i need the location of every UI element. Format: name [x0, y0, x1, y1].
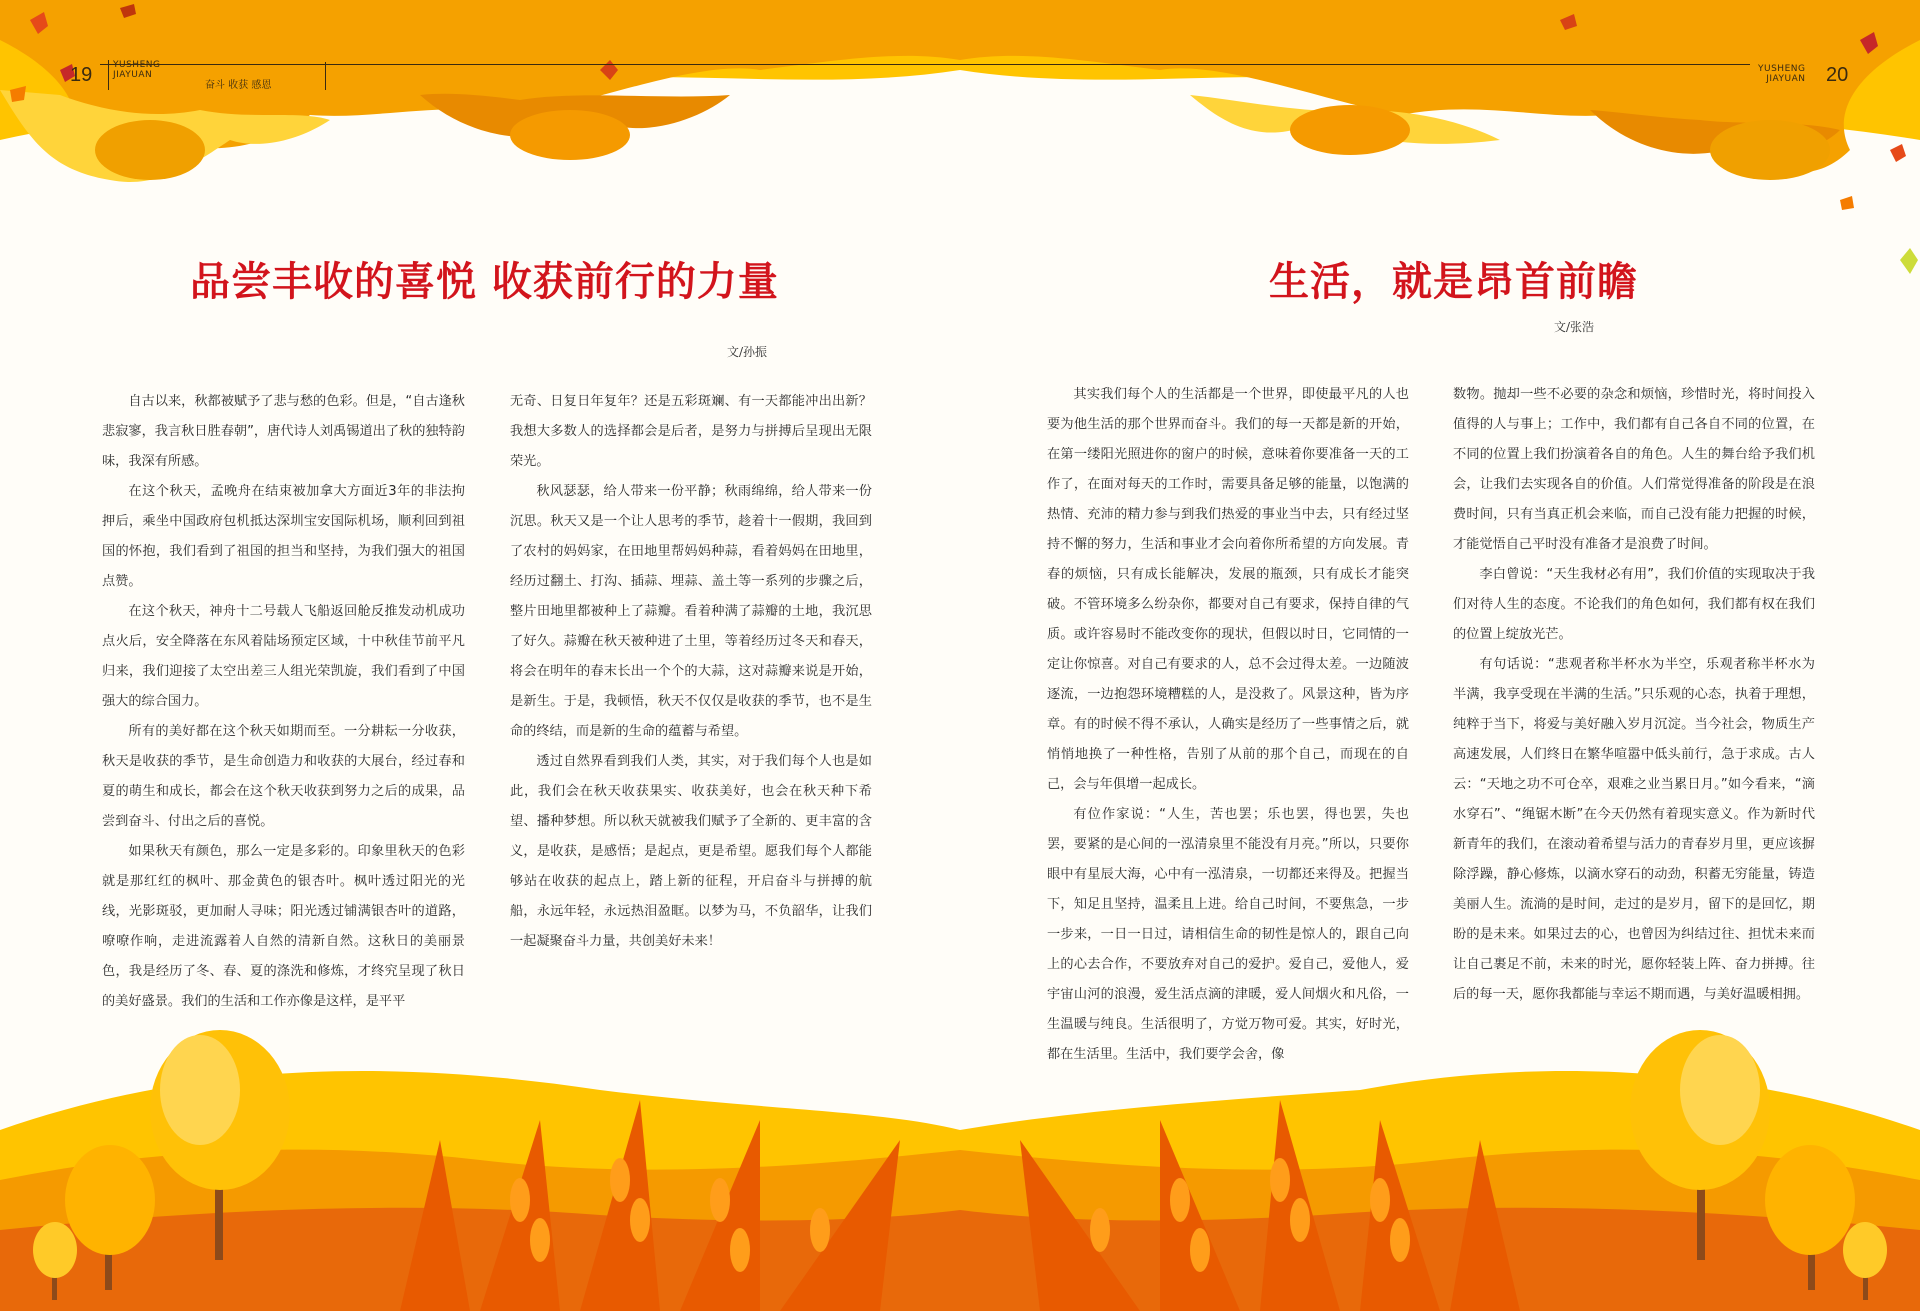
logo-line2: JIAYUAN: [1766, 74, 1806, 84]
canopy-cloud: [1710, 120, 1830, 180]
canopy-cloud: [510, 110, 630, 160]
paragraph: 无奇、日复日年复年？还是五彩斑斓、有一天都能冲出出新？我想大多数人的选择都会是后者，是努力与拼搏后呈现出无限荣光。: [510, 394, 872, 469]
logo-line1: YUSHENG: [1758, 64, 1806, 74]
paragraph: 如果秋天有颜色，那么一定是多彩的。印象里秋天的色彩就是那红红的枫叶、那金黄色的银杏叶。枫叶透过阳光的光线，光影斑驳，更加耐人寻味；阳光透过铺满银杏叶的道路，嘹嘹作响，走进流露着人自然的清新自然。这秋日的美丽景色，我是经历了冬、春、夏的涤洗和修炼，才终究呈现了秋日的美好盛景。我们的生活和工作亦像是这样，是平平: [102, 844, 465, 1009]
left-article-column-2: [510, 387, 872, 957]
canopy-cloud: [95, 120, 205, 180]
paragraph: 李白曾说：“天生我材必有用”，我们价值的实现取决于我们对待人生的态度。不论我们的角色如何，我们都有权在我们的位置上绽放光芒。: [1453, 567, 1815, 642]
paragraph: 秋风瑟瑟，给人带来一份平静；秋雨绵绵，给人带来一份沉思。秋天又是一个让人思考的季节，趁着十一假期，我回到了农村的妈妈家，在田地里帮妈妈种蒜，看着妈妈在田地里，经历过翻土、打沟、插蒜、埋蒜、盖土等一系列的步骤之后，整片田地里都被种上了蒜瓣。看着种满了蒜瓣的土地，我沉思了好久。蒜瓣在秋天被种进了土里，等着经历过冬天和春天，将会在明年的春末长出一个个的大蒜，这对蒜瓣来说是开始，是新生。于是，我顿悟，秋天不仅仅是收获的季节，也不是生命的终结，而是新的生命的蕴蓄与希望。: [510, 484, 872, 739]
right-article-column-1: [1047, 380, 1409, 1070]
paragraph: 在这个秋天，神舟十二号载人飞船返回舱反推发动机成功点火后，安全降落在东风着陆场预定区域，十中秋佳节前平凡归来，我们迎接了太空出差三人组光荣凯旋，我们看到了中国强大的综合国力。: [102, 604, 465, 709]
paragraph: 自古以来，秋都被赋予了悲与愁的色彩。但是，“自古逢秋悲寂寥，我言秋日胜春朝”，唐代诗人刘禹锡道出了秋的独特韵味，我深有所感。: [102, 394, 465, 469]
left-article-column-1: [102, 387, 465, 1017]
canopy-cloud: [1290, 105, 1410, 155]
right-article-column-2: [1453, 380, 1815, 1010]
left-article-byline: 文/孙振: [727, 345, 768, 359]
paragraph: 其实我们每个人的生活都是一个世界，即使最平凡的人也要为他生活的那个世界而奋斗。我们的每一天都是新的开始，在第一缕阳光照进你的窗户的时候，意味着你要准备一天的工作了，在面对每天的工作时，需要具备足够的能量，以饱满的热情、充沛的精力参与到我们热爱的事业当中去，只有经过坚持不懈的努力，生活和事业才会向着你所希望的方向发展。青春的烦恼，只有成长能解决，发展的瓶颈，只有成长才能突破。不管环境多么纷杂你，都要对自己有要求，保持自律的气质。或许容易时不能改变你的现状，但假以时日，它同情的一定让你惊喜。对自己有要求的人，总不会过得太差。一边随波逐流，一边抱怨环境糟糕的人，是没救了。风景这种，皆为序章。有的时候不得不承认，人确实是经历了一些事情之后，就悄悄地换了一种性格，告别了从前的那个自己，而现在的自己，会与年俱增一起成长。: [1047, 387, 1409, 792]
right-page: [960, 0, 1920, 1311]
paragraph: 所有的美好都在这个秋天如期而至。一分耕耘一分收获，秋天是收获的季节，是生命创造力和收获的大展台，经过春和夏的萌生和成长，都会在这个秋天收获到努力之后的成果，品尝到奋斗、付出之后的喜悦。: [102, 724, 465, 829]
section-tag: 奋斗 收获 感恩: [205, 80, 272, 91]
paragraph: 数物。抛却一些不必要的杂念和烦恼，珍惜时光，将时间投入值得的人与事上；工作中，我们都有自己各自不同的位置，在不同的位置上我们扮演着各自的角色。人生的舞台给予我们机会，让我们去实现各自的价值。人们常觉得准备的阶段是在浪费时间，只有当真正机会来临，而自己没有能力把握的时候，才能觉悟自己平时没有准备才是浪费了时间。: [1453, 387, 1815, 552]
page-number: 20: [1826, 64, 1849, 86]
paragraph: 透过自然界看到我们人类，其实，对于我们每个人也是如此，我们会在秋天收获果实、收获美好，也会在秋天种下希望、播种梦想。所以秋天就被我们赋予了全新的、更丰富的含义，是收获，是感悟；是起点，更是希望。愿我们每个人都能够站在收获的起点上，踏上新的征程，开启奋斗与拼搏的航船，永远年轻，永远热泪盈眶。以梦为马，不负韶华，让我们一起凝聚奋斗力量，共创美好未来！: [510, 754, 872, 949]
header-rule: [100, 64, 960, 65]
header-rule: [960, 64, 1750, 65]
header-divider: [325, 62, 326, 90]
paragraph: 在这个秋天，孟晚舟在结束被加拿大方面近3年的非法拘押后，乘坐中国政府包机抵达深圳宝安国际机场，顺利回到祖国的怀抱，我们看到了祖国的担当和坚持，为我们强大的祖国点赞。: [102, 484, 465, 589]
leaf-icon: [1890, 144, 1906, 162]
logo: [108, 60, 160, 90]
right-article-byline: 文/张浩: [1554, 320, 1595, 334]
leaf-icon: [1900, 248, 1918, 274]
leaf-icon: [1840, 196, 1854, 210]
paragraph: 有位作家说：“人生，苦也罢；乐也罢，得也罢，失也罢，要紧的是心间的一泓清泉里不能没有月亮。”所以，只要你眼中有星辰大海，心中有一泓清泉，一切都还来得及。把握当下，知足且坚持，温柔且上进。给自己时间，不要焦急，一步一步来，一日一日过，请相信生命的韧性是惊人的，跟自己向上的心去合作，不要放弃对自己的爱护。爱自己，爱他人，爱宇宙山河的浪漫，爱生活点滴的津暖，爱人间烟火和凡俗，一生温暖与纯良。生活很明了，方觉万物可爱。其实，好时光，都在生活里。生活中，我们要学会舍，像: [1047, 807, 1409, 1062]
page-number: 19: [70, 64, 93, 86]
logo-line1: YUSHENG: [113, 60, 161, 70]
logo: [1758, 64, 1805, 94]
paragraph: 有句话说：“悲观者称半杯水为半空，乐观者称半杯水为半满，我享受现在半满的生活。”只乐观的心态，执着于理想，纯粹于当下，将爱与美好融入岁月沉淀。当今社会，物质生产高速发展，人们终日在繁华喧嚣中低头前行，急于求成。古人云：“天地之功不可仓卒，艰难之业当累日月。”如今看来，“滴水穿石”、“绳锯木断”在今天仍然有着现实意义。作为新时代新青年的我们，在滚动着希望与活力的青春岁月里，更应该摒除浮躁，静心修炼，以滴水穿石的动劲，积蓄无穷能量，铸造美丽人生。流淌的是时间，走过的是岁月，留下的是回忆，期盼的是未来。如果过去的心，也曾因为纠结过往、担忧未来而让自己裹足不前，未来的时光，愿你轻装上阵、奋力拼搏。往后的每一天，愿你我都能与幸运不期而遇，与美好温暖相拥。: [1453, 657, 1815, 1002]
logo-line2: JIAYUAN: [113, 70, 153, 80]
right-article-title: 生活，就是昂首前瞻: [1269, 259, 1638, 305]
left-article-title: 品尝丰收的喜悦 收获前行的力量: [190, 259, 779, 305]
